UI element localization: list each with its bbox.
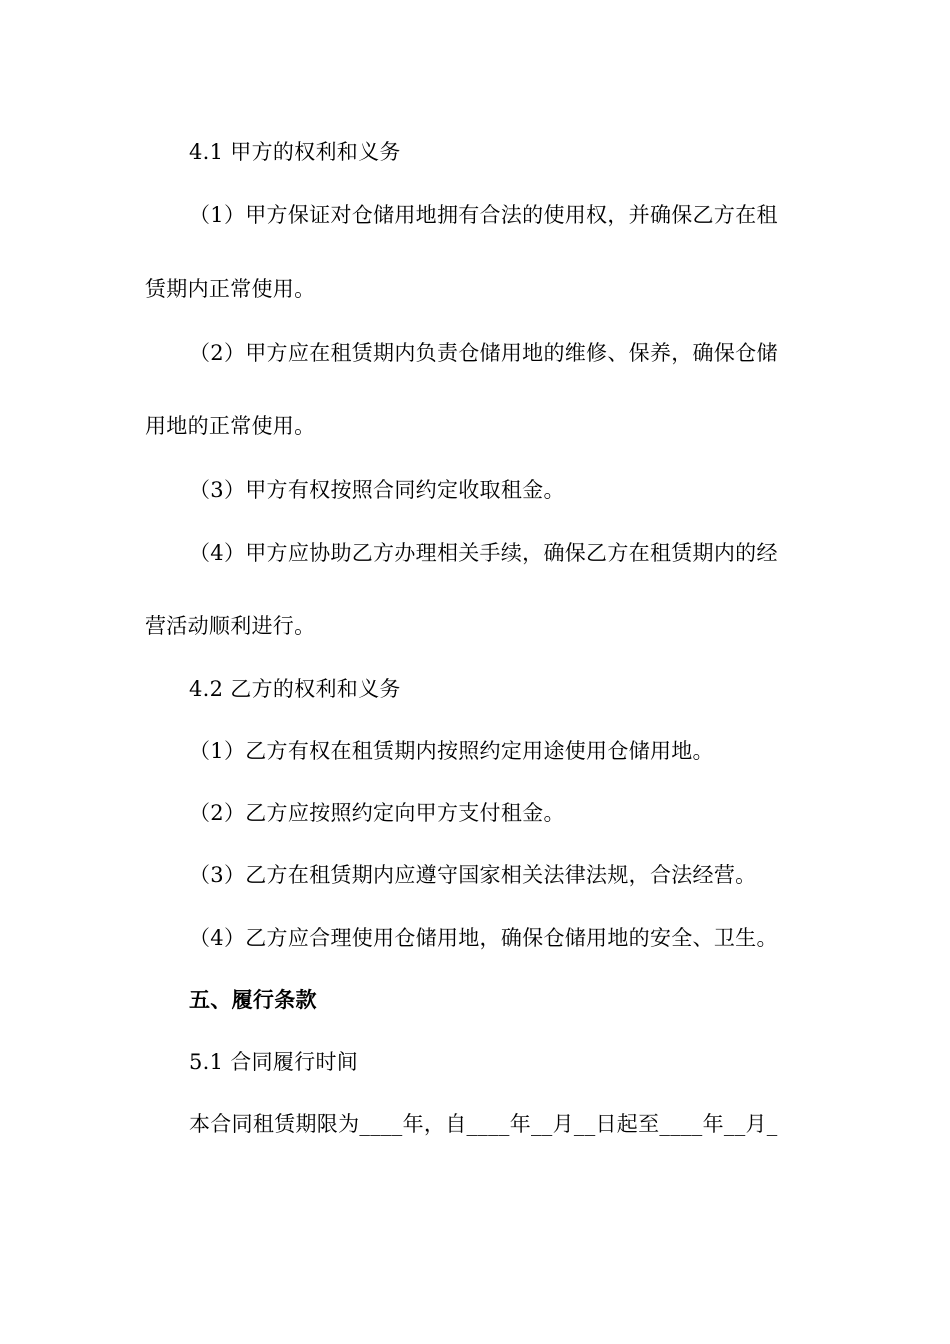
section-4-1-item-3: （3）甲方有权按照合同约定收取租金。 [189, 478, 565, 502]
section-5-1-paragraph: 本合同租赁期限为____年，自____年__月__日起至____年__月_ [189, 1112, 778, 1136]
section-4-1-item-2-line-1: （2）甲方应在租赁期内负责仓储用地的维修、保养，确保仓储 [189, 341, 778, 365]
section-4-1-item-4-line-1: （4）甲方应协助乙方办理相关手续，确保乙方在租赁期内的经 [189, 541, 778, 565]
section-4-2-item-2: （2）乙方应按照约定向甲方支付租金。 [189, 801, 565, 825]
section-5-1-title: 5.1 合同履行时间 [189, 1050, 359, 1074]
section-4-1-title: 4.1 甲方的权利和义务 [189, 140, 401, 164]
section-4-1-item-4-line-2: 营活动顺利进行。 [145, 614, 316, 638]
section-4-2-item-3: （3）乙方在租赁期内应遵守国家相关法律法规，合法经营。 [189, 863, 757, 887]
section-4-1-item-1-line-2: 赁期内正常使用。 [145, 277, 316, 301]
section-4-2-item-1: （1）乙方有权在租赁期内按照约定用途使用仓储用地。 [189, 739, 714, 763]
section-4-2-title: 4.2 乙方的权利和义务 [189, 677, 401, 701]
section-5-heading: 五、履行条款 [189, 987, 317, 1012]
section-4-2-item-4: （4）乙方应合理使用仓储用地，确保仓储用地的安全、卫生。 [189, 926, 778, 950]
section-4-1-item-1-line-1: （1）甲方保证对仓储用地拥有合法的使用权，并确保乙方在租 [189, 203, 778, 227]
section-4-1-item-2-line-2: 用地的正常使用。 [145, 414, 316, 438]
